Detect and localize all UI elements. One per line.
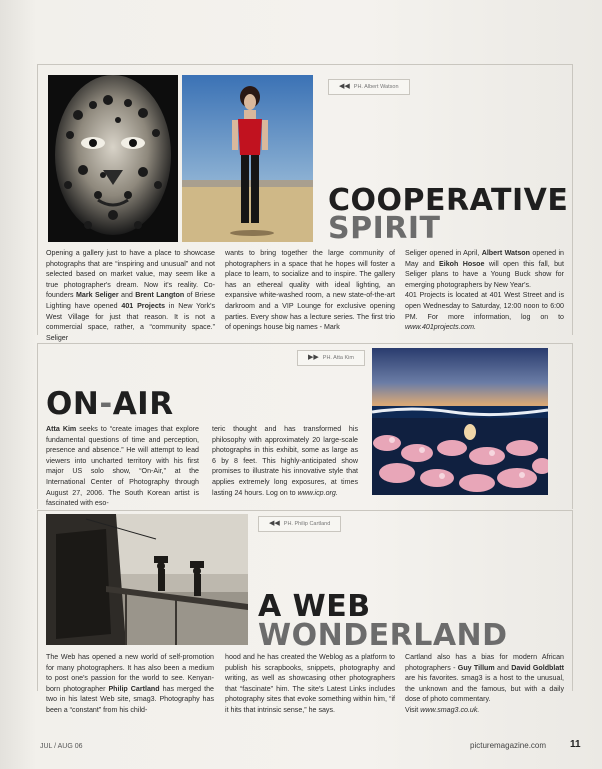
- credit-text: PH. Philip Cartland: [283, 521, 331, 527]
- credit-text: PH. Atta Kim: [322, 355, 354, 361]
- cooperative-title: COOPERATIVE: [328, 183, 569, 218]
- double-left-arrow-icon: ◀◀: [339, 83, 350, 90]
- a-web-title: A WEB: [258, 589, 371, 624]
- ocean-sunset-flowers-photo: [372, 348, 548, 495]
- web-column-3: Cartland also has a bias for modern African photographers - Guy Tillum and David Goldblatt are his favorites. smag3 is a host to the unusual, the unknown and the famous, but with a daily dose of photo commentary. Visit www.smag3.co.uk.: [405, 653, 565, 714]
- cooperative-column-1: Opening a gallery just to have a place to showcase photographs that are “inspiring and unusual” and not selected based on market value, may seem like a true photographer's dream. Now it's reality. Co-founders Mark Seliger and Brent Langton of Briese Lighting have opened 401 Projects in New York's West Village for just that reason. It is not a commercial space, rather, a “community space.” Seliger: [46, 249, 216, 342]
- cooperative-column-2: wants to bring together the large community of photographers in a space that he hopes will foster a place to learn, to socialize and to inspire. The gallery has an ethereal quality with ideal lighting, an expansive white-washed room, a new state-of-the-art darkroom and a VIP Lounge for exclusive opening parties. Every show has a lecture series. The first trio of openings house big names - Mark: [225, 249, 395, 332]
- web-column-2: hood and he has created the Weblog as a platform to publish his scrapbooks, snippets, photography and writing, as well as showcasing other photographers that “fascinate” him. The site's Latest Links includes photography sites that evoke something within him, “if it hits that intrinsic sense,” he says.: [225, 653, 395, 714]
- on-air-column-2: teric thought and has transformed his philosophy with approximately 20 large-scale photographs in this exhibit, some as large as 6 by 8 feet. This highly-anticipated show promises to illustrate his innovative style that applies extremely long exposures, at times lasting 24 hours. Log on to www.icp.org.: [212, 425, 358, 497]
- spirit-title: SPIRIT: [328, 211, 441, 246]
- wonderland-title: WONDERLAND: [258, 618, 508, 653]
- title-on: ON: [46, 386, 100, 422]
- web-column-1: The Web has opened a new world of self-promotion for many photographers. It has also been a medium to post one's passion for the world to see. Kenyan-born photographer Philip Cartland has merged the two in his latest Web site, smag3. Photography has been a “constant” from his child-: [46, 653, 214, 714]
- issue-date: JUL / AUG 06: [40, 743, 83, 750]
- page-number: 11: [570, 739, 581, 750]
- title-air: AIR: [112, 386, 174, 422]
- title-dash: -: [99, 386, 113, 422]
- double-right-arrow-icon: ▶▶: [308, 354, 319, 361]
- woman-in-red-corset-photo: [182, 75, 313, 242]
- double-left-arrow-icon: ◀◀: [269, 520, 280, 527]
- photo-credit-atta-kim: [297, 350, 365, 366]
- leopard-face-photo: [48, 75, 178, 242]
- cooperative-column-3: Seliger opened in April, Albert Watson opened in May and Eikoh Hosoe will open this fall, but Seliger plans to have a Young Buck show for emerging photographers by New Year's. 401 Projects is located at 401 West Street and is open Wednesday to Saturday, 12:00 noon to 6:00 PM. For more information, log on to www.401projects.com.: [405, 249, 564, 332]
- credit-text: PH. Albert Watson: [353, 84, 399, 90]
- website-url: picturemagazine.com: [470, 741, 547, 750]
- photo-credit-philip-cartland: [258, 516, 341, 532]
- dock-porters-photo: [46, 514, 248, 645]
- on-air-title: [46, 386, 174, 422]
- on-air-column-1: Atta Kim seeks to “create images that explore fundamental questions of time and perception, presence and absence.” He will attempt to lead viewers into uncharted territory with his first major US solo show, “On-Air,” at the International Center of Photography through August 27, 2006. The South Korean artist is fascinated with eso-: [46, 425, 199, 508]
- photo-credit-albert-watson: [328, 79, 410, 95]
